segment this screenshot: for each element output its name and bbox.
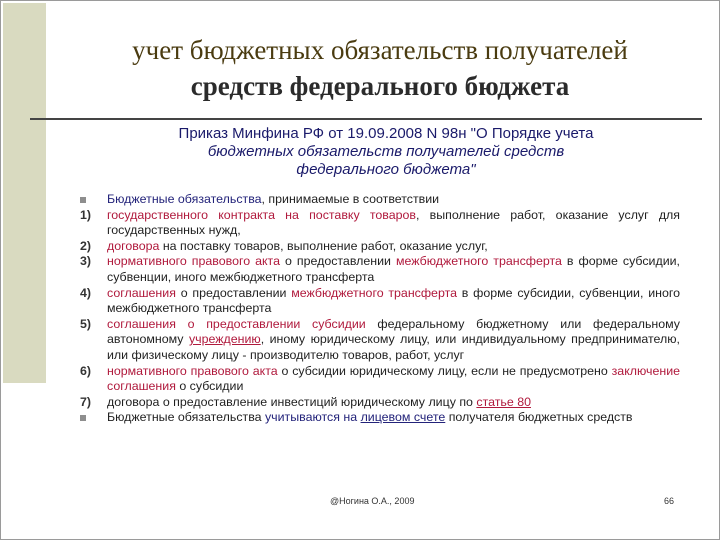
item-text-2: в форме субсидии, субвенции, иного межбюджетного трансферта — [107, 254, 680, 284]
item-marker: 3) — [80, 254, 92, 269]
item-term-2: межбюджетного трансферта — [291, 285, 457, 300]
title-line-2: средств федерального бюджета — [190, 71, 570, 101]
bullet-square-icon — [80, 192, 104, 208]
item-text: о субсидии юридическому лицу, если не предусмотрено — [277, 363, 612, 378]
list-item — [80, 364, 680, 395]
item-text-2: , иному юридическому лицу, или индивидуальному предпринимателю, или физическому лицу - производителю товаров, работ, услуг — [107, 332, 680, 362]
item-marker: 6) — [80, 363, 92, 378]
item-text: на поставку товаров, выполнение работ, оказание услуг, — [159, 238, 488, 253]
item-link[interactable]: статье 80 — [476, 394, 531, 409]
page-number: 66 — [664, 496, 675, 506]
item-term: нормативного правового акта — [107, 363, 278, 378]
item-term: государственного контракта на поставку товаров — [107, 207, 416, 222]
list-item — [80, 208, 680, 239]
item-marker: 5) — [80, 316, 92, 331]
item-text: , выполнение работ, оказание услуг для государственных нужд, — [107, 207, 680, 238]
title-divider — [30, 118, 702, 120]
intro-term: Бюджетные обязательства — [107, 192, 262, 206]
list-item — [80, 254, 680, 285]
subtitle-line-1: Приказ Минфина РФ от 19.09.2008 N 98н "О Порядке учета — [178, 125, 594, 142]
item-term: соглашения о предоставлении субсидии — [107, 316, 366, 331]
item-text: о предоставлении — [175, 285, 292, 300]
intro-text: , принимаемые в соответствии — [261, 192, 440, 206]
list-item — [80, 239, 680, 255]
slide-title — [60, 32, 700, 104]
item-term: соглашения — [107, 285, 176, 300]
item-term-2: заключение соглашения — [107, 363, 681, 394]
bullet-square-icon — [80, 410, 104, 426]
outro-term: учитываются на — [264, 410, 361, 425]
slide-subtitle — [106, 125, 666, 179]
item-term: нормативного правового акта — [107, 254, 280, 269]
subtitle-line-2: бюджетных обязательств получателей средств — [207, 143, 565, 160]
item-text: договора о предоставление инвестиций юридическому лицу по — [107, 394, 477, 409]
item-term: договора — [107, 238, 160, 253]
title-line-1: учет бюджетных обязательств получателей — [132, 35, 628, 65]
item-text: о предоставлении — [279, 254, 396, 269]
list-outro — [80, 410, 680, 426]
item-text: федеральному бюджетному или федеральному автономному — [107, 316, 680, 347]
list-item — [80, 317, 680, 364]
item-marker: 1) — [80, 207, 92, 222]
item-term-2: межбюджетного трансферта — [395, 254, 562, 269]
subtitle-line-3: федерального бюджета" — [296, 161, 476, 178]
item-marker: 4) — [80, 285, 92, 300]
outro-link[interactable]: лицевом счете — [360, 410, 446, 425]
sidebar-accent — [3, 3, 46, 383]
item-marker: 7) — [80, 394, 92, 409]
list-item — [80, 395, 680, 411]
outro-text-2: получателя бюджетных средств — [445, 410, 633, 425]
list-item — [80, 286, 680, 317]
item-marker: 2) — [80, 238, 92, 253]
obligations-list — [80, 192, 680, 426]
footer-author: @Ногина О.А., 2009 — [330, 496, 415, 506]
item-text-2: о субсидии — [175, 379, 244, 394]
list-intro — [80, 192, 680, 208]
item-link[interactable]: учреждению — [188, 332, 261, 347]
outro-text: Бюджетные обязательства — [107, 410, 265, 425]
item-text-2: в форме субсидии, субвенции, иного межбюджетного трансферта — [107, 285, 680, 316]
